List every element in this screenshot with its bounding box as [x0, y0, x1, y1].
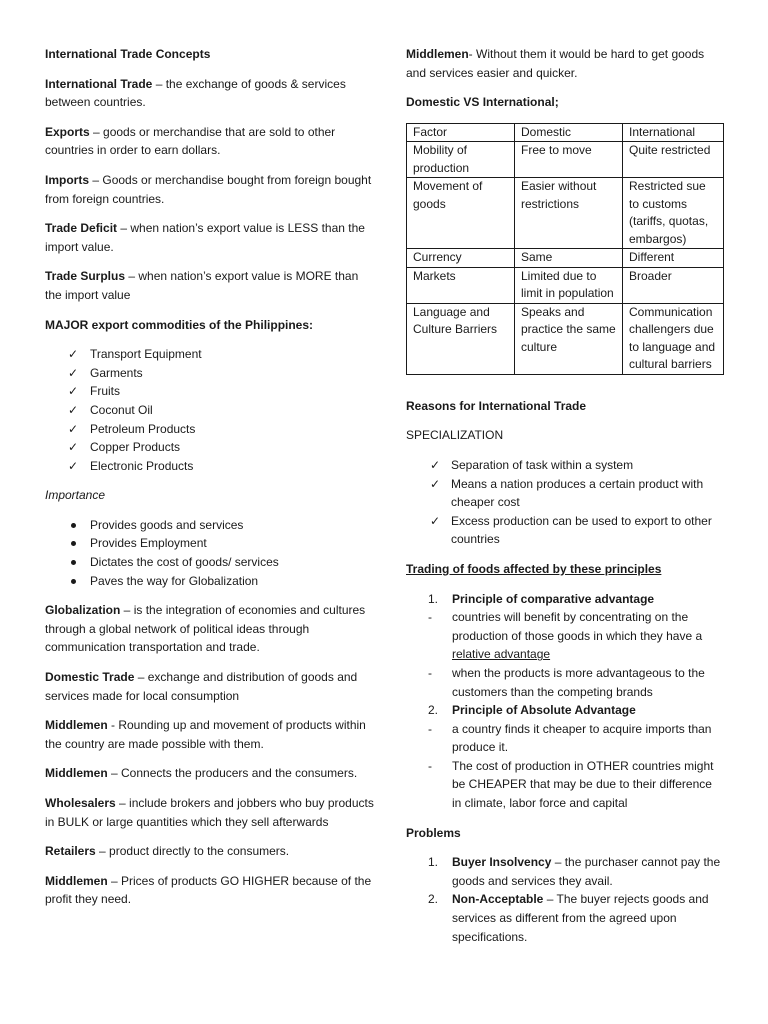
right-column	[406, 45, 724, 946]
definition-term: Trade Surplus	[45, 269, 126, 284]
list-item: ✓ Transport Equipment	[45, 345, 375, 364]
definition-text: goods or merchandise that are sold to other countries in order to earn dollars.	[45, 124, 336, 158]
principle-1-details	[406, 608, 724, 701]
definition-paragraph: Wholesalers – include brokers and jobbers who buy products in BULK or large quantities which they sell afterwards	[45, 796, 374, 829]
definition-text: Prices of products GO HIGHER because of the profit they need.	[45, 873, 372, 907]
table-cell: Same	[515, 249, 623, 268]
definition-term: Exports	[45, 124, 90, 139]
major-exports-title: MAJOR export commodities of the Philippines:	[45, 317, 314, 332]
definition-paragraph: Trade Surplus – when nation’s export value is MORE than the import value	[45, 269, 359, 302]
definition-term: Globalization	[45, 603, 121, 618]
list-item: - countries will benefit by concentrating on the production of those goods in which they have a relative advantage	[406, 608, 724, 664]
list-item: - The cost of production in OTHER countries might be CHEAPER that may be due to their difference in climate, labor force and capital	[406, 757, 724, 813]
definition-text: is the integration of economies and cultures through a global network of political ideas through communication transportation and trade.	[45, 603, 366, 655]
definition-text: Rounding up and movement of products within the country are made possible with them.	[45, 718, 366, 751]
definition-paragraph: Exports – goods or merchandise that are sold to other countries in order to earn dollars.	[45, 124, 336, 158]
table-cell: Different	[623, 249, 724, 268]
table-cell: Language and Culture Barriers	[407, 303, 515, 374]
list-item: ✓ Means a nation produces a certain product with cheaper cost	[406, 475, 724, 512]
problem-term: Non-Acceptable	[452, 892, 544, 907]
definition-text: Connects the producers and the consumers.	[121, 766, 358, 781]
definition-paragraph: Middlemen – Connects the producers and the consumers.	[45, 766, 358, 781]
importance-list	[45, 516, 375, 590]
list-item: ✓ Electronic Products	[45, 457, 375, 476]
page-heading: International Trade Concepts	[45, 47, 211, 61]
principle-item	[406, 701, 724, 720]
table-title: Domestic VS International;	[406, 95, 559, 110]
table-header-cell: Domestic	[515, 123, 623, 142]
table-row	[407, 267, 724, 303]
definition-paragraph: Imports – Goods or merchandise bought from foreign bought from foreign countries.	[45, 172, 372, 206]
problems-title: Problems	[406, 825, 461, 840]
list-item: Paves the way for Globalization	[45, 572, 375, 591]
importance-title: Importance	[45, 488, 106, 503]
table-cell: Markets	[407, 267, 515, 303]
principle-item	[406, 590, 724, 609]
definition-term: Domestic Trade	[45, 670, 135, 685]
reasons-title: Reasons for International Trade	[406, 398, 587, 413]
principles-list	[406, 590, 724, 609]
definition-term: Middlemen	[406, 47, 469, 61]
definition-paragraph: Globalization – is the integration of economies and cultures through a global network of political ideas through communication transportation and trade.	[45, 603, 366, 655]
list-item: ✓ Garments	[45, 364, 375, 383]
list-item: ✓ Petroleum Products	[45, 420, 375, 439]
definition-term: Middlemen	[45, 718, 108, 733]
table-cell: Restricted sue to customs (tariffs, quotas, embargos)	[623, 178, 724, 249]
list-number: 2.	[428, 892, 439, 907]
definition-text: include brokers and jobbers who buy products in BULK or large quantities which they sell afterwards	[45, 796, 374, 829]
major-exports-list	[45, 345, 375, 475]
table-row	[407, 249, 724, 268]
definition-term: Middlemen	[45, 873, 108, 888]
definition-text: when nation’s export value is MORE than the import value	[45, 269, 359, 302]
principle-title: Principle of comparative advantage	[452, 591, 655, 606]
definition-text: product directly to the consumers.	[109, 844, 290, 859]
definition-term: International Trade	[45, 76, 153, 91]
definition-text: when nation’s export value is LESS than the import value.	[45, 221, 365, 254]
table-cell: Mobility of production	[407, 142, 515, 178]
table-cell: Speaks and practice the same culture	[515, 303, 623, 374]
problem-item: 1. Buyer Insolvency – the purchaser cannot pay the goods and services they avail.	[428, 855, 721, 888]
table-cell: Currency	[407, 249, 515, 268]
definition-paragraph: Trade Deficit – when nation’s export value is LESS than the import value.	[45, 221, 365, 254]
table-cell: Limited due to limit in population	[515, 267, 623, 303]
definition-text: exchange and distribution of goods and services made for local consumption	[45, 670, 358, 703]
table-cell: Free to move	[515, 142, 623, 178]
table-header-cell: Factor	[407, 123, 515, 142]
table-cell: Movement of goods	[407, 178, 515, 249]
list-item: - when the products is more advantageous to the customers than the competing brands	[406, 664, 724, 701]
table-cell: Broader	[623, 267, 724, 303]
definition-term: Trade Deficit	[45, 221, 118, 236]
list-item: ✓ Coconut Oil	[45, 401, 375, 420]
list-item: ✓ Excess production can be used to export to other countries	[406, 512, 724, 549]
definition-term: Wholesalers	[45, 796, 116, 810]
table-row	[407, 303, 724, 374]
definition-term: Retailers	[45, 844, 96, 859]
problem-item: 2. Non-Acceptable – The buyer rejects goods and services as different from the agreed upon specifications.	[428, 892, 709, 944]
list-item: ✓ Copper Products	[45, 438, 375, 457]
table-row	[407, 178, 724, 249]
list-item: ✓ Separation of task within a system	[406, 456, 724, 475]
definitions-group-1	[45, 75, 375, 305]
left-column	[45, 45, 375, 920]
problems-list	[406, 853, 724, 946]
list-item: - a country finds it cheaper to acquire imports than produce it.	[406, 720, 724, 757]
principle-title: Principle of Absolute Advantage	[452, 703, 636, 718]
list-number: 1.	[428, 855, 439, 870]
table-cell: Quite restricted	[623, 142, 724, 178]
table-header-row	[407, 123, 724, 142]
definition-paragraph: Retailers – product directly to the consumers.	[45, 844, 290, 859]
problem-text: The buyer rejects goods and services as different from the agreed upon specifications.	[452, 892, 709, 944]
comparison-table	[406, 123, 724, 375]
definition-term: Middlemen	[45, 766, 108, 781]
specialization-list	[406, 456, 724, 549]
problem-term: Buyer Insolvency	[452, 855, 552, 870]
definition-paragraph: Domestic Trade – exchange and distribution of goods and services made for local consumption	[45, 670, 358, 703]
definition-paragraph: International Trade – the exchange of goods & services between countries.	[45, 76, 346, 110]
principle-2-details	[406, 720, 724, 813]
table-header-cell: International	[623, 123, 724, 142]
table-cell: Communication challengers due to language and cultural barriers	[623, 303, 724, 374]
list-item: Provides Employment	[45, 534, 375, 553]
definition-paragraph: Middlemen - Rounding up and movement of products within the country are made possible with them.	[45, 718, 366, 751]
specialization-title: SPECIALIZATION	[406, 428, 504, 443]
table-row	[407, 142, 724, 178]
list-item: Dictates the cost of goods/ services	[45, 553, 375, 572]
list-item: ✓ Fruits	[45, 382, 375, 401]
list-number: 1.	[428, 591, 439, 606]
relative-advantage-term: relative advantage	[452, 647, 551, 662]
list-item: Provides goods and services	[45, 516, 375, 535]
problem-text: the purchaser cannot pay the goods and services they avail.	[452, 855, 721, 888]
definition-term: Imports	[45, 172, 90, 187]
table-cell: Easier without restrictions	[515, 178, 623, 249]
definition-paragraph: Middlemen – Prices of products GO HIGHER because of the profit they need.	[45, 873, 372, 907]
definition-text: - Without them it would be hard to get goods and services easier and quicker.	[406, 47, 705, 80]
definition-text: Goods or merchandise bought from foreign bought from foreign countries.	[45, 172, 372, 206]
list-number: 2.	[428, 703, 439, 718]
middlemen-paragraph	[406, 45, 724, 82]
definitions-group-2	[45, 601, 375, 909]
trading-title: Trading of foods affected by these principles	[406, 561, 662, 576]
definition-text: the exchange of goods & services between countries.	[45, 76, 346, 110]
principles-list-2	[406, 701, 724, 720]
